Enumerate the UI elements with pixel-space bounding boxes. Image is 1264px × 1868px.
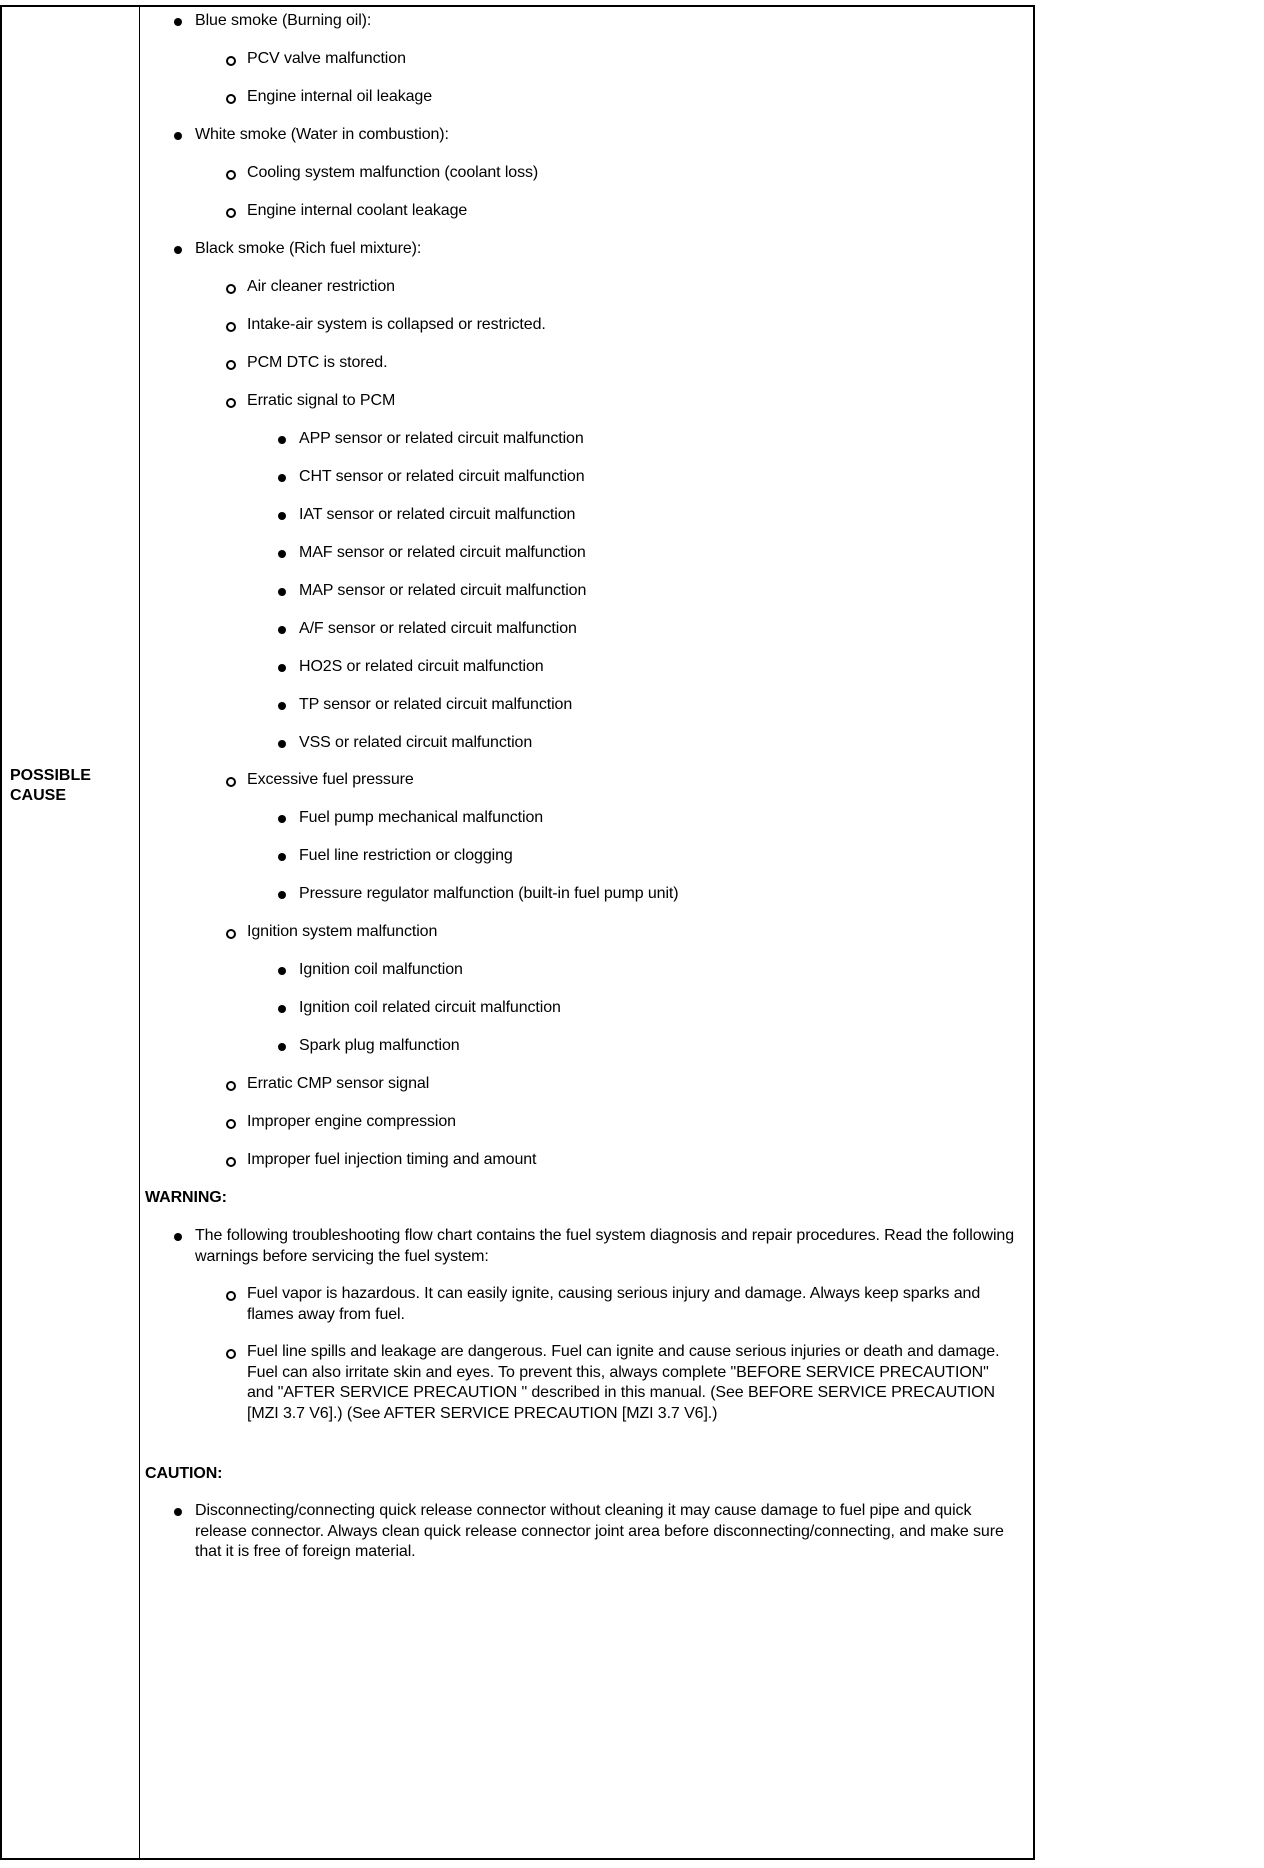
list-item: APP sensor or related circuit malfunction — [299, 430, 584, 447]
bullet-open-icon — [226, 1157, 236, 1167]
list-item: Engine internal coolant leakage — [247, 202, 468, 219]
column-divider — [139, 7, 140, 1858]
bullet-filled-icon — [278, 664, 286, 672]
warning-text: Fuel vapor is hazardous. It can easily ignite, causing serious injury and damage. Always keep sparks and flames away from fuel. — [247, 1285, 981, 1323]
list-item: Erratic CMP sensor signal — [247, 1075, 430, 1092]
list-item: Engine internal oil leakage — [247, 88, 432, 105]
list-item: Improper fuel injection timing and amount — [247, 1151, 537, 1168]
list-item: PCV valve malfunction — [247, 50, 406, 67]
bullet-open-icon — [226, 398, 236, 408]
possible-cause-label — [10, 766, 110, 806]
bullet-open-icon — [226, 360, 236, 370]
cause-table — [0, 5, 1035, 1860]
list-item: Improper engine compression — [247, 1113, 456, 1130]
list-item: IAT sensor or related circuit malfunction — [299, 506, 576, 523]
bullet-filled-icon — [278, 815, 286, 823]
bullet-open-icon — [226, 170, 236, 180]
warning-text: The following troubleshooting flow chart contains the fuel system diagnosis and repair procedures. Read the following warnings before servicing the fuel system: — [195, 1227, 1014, 1265]
list-item: PCM DTC is stored. — [247, 354, 388, 371]
bullet-filled-icon — [174, 132, 182, 140]
list-item: CHT sensor or related circuit malfunction — [299, 468, 585, 485]
list-item: A/F sensor or related circuit malfunction — [299, 620, 577, 637]
bullet-filled-icon — [278, 474, 286, 482]
bullet-filled-icon — [278, 512, 286, 520]
bullet-filled-icon — [278, 740, 286, 748]
bullet-open-icon — [226, 1119, 236, 1129]
list-item: Erratic signal to PCM — [247, 392, 396, 409]
list-item: MAP sensor or related circuit malfunction — [299, 582, 587, 599]
caution-text: Disconnecting/connecting quick release connector without cleaning it may cause damage to fuel pipe and quick release connector. Always clean quick release connector joint area before disconnecting/connecting, and make sure that it is free of foreign material. — [195, 1502, 1004, 1560]
bullet-filled-icon — [278, 1005, 286, 1013]
bullet-filled-icon — [278, 853, 286, 861]
bullet-filled-icon — [174, 1508, 182, 1516]
bullet-open-icon — [226, 929, 236, 939]
list-item: Pressure regulator malfunction (built-in fuel pump unit) — [299, 885, 679, 902]
warning-text: Fuel line spills and leakage are dangerous. Fuel can ignite and cause serious injuries or death and damage. Fuel can also irritate skin and eyes. To prevent this, always complete "BEFORE SERVICE PRECAUTION" and "AFTER SERVICE PRECAUTION " described in this manual. (See BEFORE SERVICE PRECAUTION [MZI 3.7 V6].) (See AFTER SERVICE PRECAUTION [MZI 3.7 V6].) — [247, 1343, 1000, 1422]
list-item: Cooling system malfunction (coolant loss) — [247, 164, 539, 181]
bullet-filled-icon — [174, 18, 182, 26]
list-item: Ignition coil related circuit malfunction — [299, 999, 561, 1016]
bullet-open-icon — [226, 1349, 236, 1359]
list-item: HO2S or related circuit malfunction — [299, 658, 544, 675]
list-item: Fuel line restriction or clogging — [299, 847, 513, 864]
bullet-filled-icon — [278, 588, 286, 596]
bullet-filled-icon — [174, 1233, 182, 1241]
bullet-filled-icon — [278, 967, 286, 975]
bullet-open-icon — [226, 94, 236, 104]
list-item: Spark plug malfunction — [299, 1037, 460, 1054]
list-item: Black smoke (Rich fuel mixture): — [195, 240, 422, 257]
caution-heading: CAUTION: — [145, 1465, 223, 1482]
bullet-open-icon — [226, 1291, 236, 1301]
bullet-filled-icon — [278, 891, 286, 899]
list-item: MAF sensor or related circuit malfunction — [299, 544, 586, 561]
bullet-open-icon — [226, 322, 236, 332]
list-item: Ignition coil malfunction — [299, 961, 463, 978]
possible-cause-text: POSSIBLE CAUSE — [10, 767, 91, 804]
list-item: TP sensor or related circuit malfunction — [299, 696, 573, 713]
list-item: Blue smoke (Burning oil): — [195, 12, 372, 29]
list-item: Ignition system malfunction — [247, 923, 438, 940]
bullet-open-icon — [226, 56, 236, 66]
list-item: Excessive fuel pressure — [247, 771, 414, 788]
bullet-open-icon — [226, 284, 236, 294]
list-item: Intake-air system is collapsed or restricted. — [247, 316, 546, 333]
list-item: White smoke (Water in combustion): — [195, 126, 449, 143]
bullet-open-icon — [226, 777, 236, 787]
bullet-filled-icon — [278, 436, 286, 444]
list-item: VSS or related circuit malfunction — [299, 734, 533, 751]
warning-heading: WARNING: — [145, 1189, 227, 1206]
bullet-open-icon — [226, 208, 236, 218]
bullet-filled-icon — [278, 1043, 286, 1051]
bullet-filled-icon — [278, 626, 286, 634]
bullet-open-icon — [226, 1081, 236, 1091]
bullet-filled-icon — [278, 550, 286, 558]
list-item: Fuel pump mechanical malfunction — [299, 809, 544, 826]
bullet-filled-icon — [278, 702, 286, 710]
bullet-filled-icon — [174, 246, 182, 254]
list-item: Air cleaner restriction — [247, 278, 395, 295]
